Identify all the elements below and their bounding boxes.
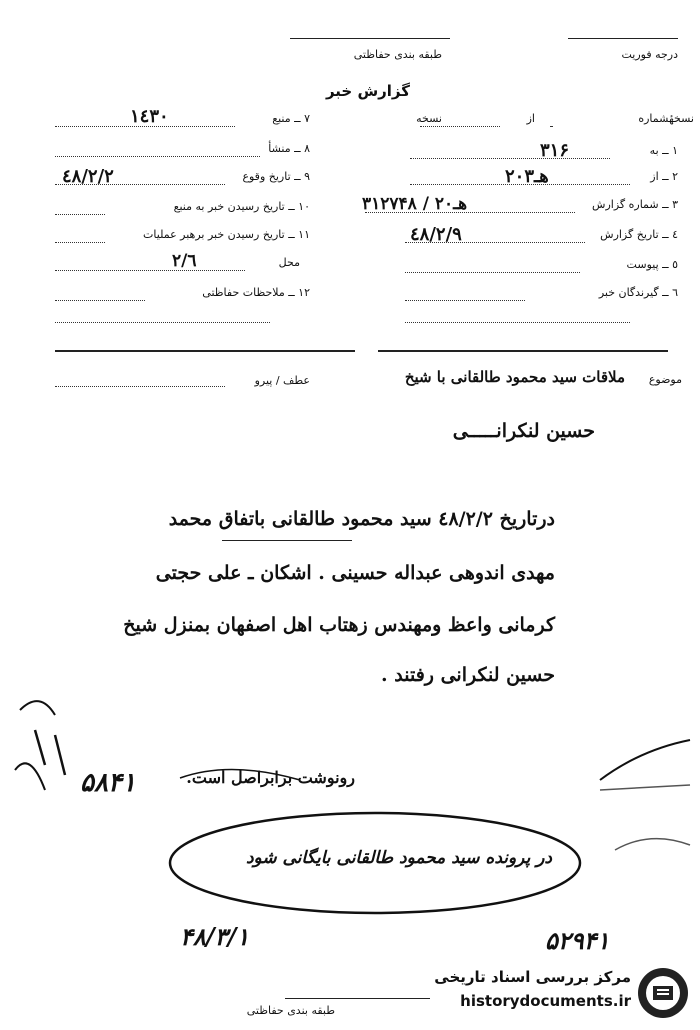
- dots-notes: [55, 300, 145, 301]
- classification-bottom: طبقه بندی حفاظتی: [246, 1004, 335, 1017]
- source-label: ۷ ــ منبع: [272, 112, 310, 125]
- received-ops-label: ۱۱ ــ تاریخ رسیدن خبر برهبر عملیات: [143, 228, 310, 241]
- report-number-value: ۳هـ۲۰ / ۱۲۷۴۸: [362, 194, 468, 214]
- dots-notes-2: [55, 322, 270, 323]
- body-line-4: حسین لنکرانی رفتند .: [381, 664, 555, 686]
- subject-label: موضوع: [648, 373, 682, 386]
- to-label: ۱ ــ به: [649, 144, 678, 157]
- copy-note: رونوشت برابراصل است.: [186, 768, 355, 787]
- handwritten-date: ۴۸/۳/۱: [180, 922, 250, 951]
- priority-label: درجه فوریت: [621, 48, 678, 61]
- dots-to: [410, 158, 610, 159]
- from-field-label: ۲ ــ از: [650, 170, 678, 183]
- dots-place: [55, 270, 245, 271]
- dots-subject-ref: [55, 386, 225, 387]
- dots-attachment: [405, 272, 580, 273]
- handwritten-number: ۵۲۹۴۱: [545, 926, 610, 955]
- body-line-2: مهدی اندوهی عبداله حسینی . اشکان ـ علی حجتی: [155, 562, 555, 584]
- attachment-label: ٥ ــ پیوست: [626, 258, 678, 271]
- dots-origin: [55, 156, 260, 157]
- salutation: حسین لنکرانـــــی: [452, 420, 595, 442]
- classification-label: طبقه بندی حفاظتی: [353, 48, 442, 61]
- body-line-3: کرمانی واعظ ومهندس زهتاب اهل اصفهان بمنزل شیخ: [123, 614, 555, 636]
- copy-label: نسخه: [416, 112, 442, 125]
- received-source-label: ۱۰ ــ تاریخ رسیدن خبر به منبع: [173, 200, 310, 213]
- underline-name: [222, 540, 352, 541]
- event-date-value: ٤۸/۲/۲: [62, 166, 114, 187]
- watermark-logo-icon: [635, 966, 691, 1020]
- copies-label: نسخهٔشماره: [638, 112, 694, 125]
- separator-left: [55, 350, 355, 352]
- body-line-1: درتاریخ ٤۸/۲/۲ سید محمود طالقانی باتفاق محمد: [168, 508, 555, 530]
- document-title: گزارش خبر: [325, 82, 410, 100]
- dots-recipients-2: [405, 322, 630, 323]
- priority-top-rule: [568, 38, 678, 39]
- to-value: ۳۱۶: [540, 140, 570, 161]
- bottom-rule: [285, 998, 430, 999]
- place-value: ۲/٦: [172, 251, 197, 271]
- subject-text: ملاقات سید محمود طالقانی با شیخ: [404, 368, 625, 386]
- from-value: ۲۰هـ۳: [505, 166, 549, 187]
- source-value: ۱٤۳۰: [130, 106, 169, 127]
- dots-received-ops: [55, 242, 105, 243]
- dots-recipients: [405, 300, 525, 301]
- dots-received-source: [55, 214, 105, 215]
- origin-label: ۸ ــ منشأ: [268, 142, 310, 155]
- dots-copies: [420, 126, 500, 127]
- classification-top-rule: [290, 38, 450, 39]
- report-number-label: ۳ ــ شماره گزارش: [592, 198, 678, 211]
- watermark-url: historydocuments.ir: [460, 992, 631, 1010]
- report-date-label: ٤ ــ تاریخ گزارش: [600, 228, 678, 241]
- watermark: [428, 966, 693, 1020]
- event-date-label: ۹ ــ تاریخ وقوع: [242, 170, 310, 183]
- watermark-title: مرکز بررسی اسناد تاریخی: [434, 968, 631, 986]
- handwritten-circle-note: در پرونده سید محمود طالقانی بایگانی شود: [245, 848, 552, 868]
- dots-copies-b: [550, 126, 552, 127]
- place-label: محل: [278, 256, 300, 269]
- handwritten-note: ۵۸۴۱: [80, 768, 136, 798]
- from-label-top: از: [526, 112, 535, 125]
- notes-label: ۱۲ ــ ملاحظات حفاظتی: [202, 286, 310, 299]
- recipients-label: ٦ ــ گیرندگان خبر: [598, 286, 678, 299]
- subject-ref-label: عطف / پیرو: [254, 374, 310, 387]
- separator-right: [378, 350, 668, 352]
- report-date-value: ٤۸/۲/۹: [410, 224, 462, 245]
